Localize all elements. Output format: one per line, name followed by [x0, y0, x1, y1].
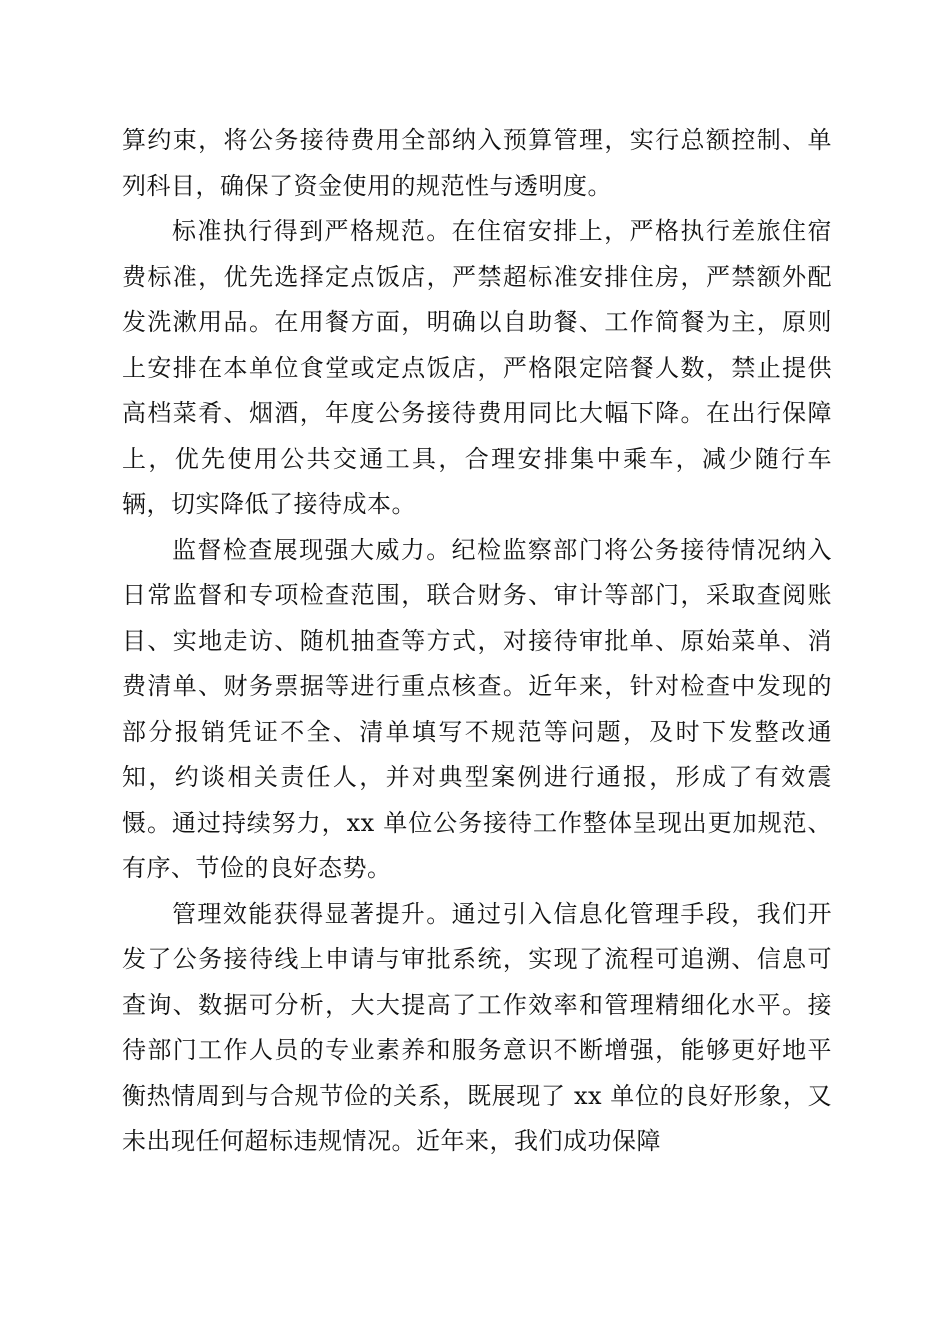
paragraph-standard-execution: 标准执行得到严格规范。在住宿安排上，严格执行差旅住宿费标准，优先选择定点饭店，严禁超标准安排住房，严禁额外配发洗漱用品。在用餐方面，明确以自助餐、工作简餐为主，原则上安排在本单位食堂或定点饭店，严格限定陪餐人数，禁止提供高档菜肴、烟酒，年度公务接待费用同比大幅下降。在出行保障上，优先使用公共交通工具，合理安排集中乘车，减少随行车辆，切实降低了接待成本。 [122, 217, 832, 518]
paragraph-supervision-inspection: 监督检查展现强大威力。纪检监察部门将公务接待情况纳入日常监督和专项检查范围，联合财务、审计等部门，采取查阅账目、实地走访、随机抽查等方式，对接待审批单、原始菜单、消费清单、财务票据等进行重点核查。近年来，针对检查中发现的部分报销凭证不全、清单填写不规范等问题，及时下发整改通知，约谈相关责任人，并对典型案例进行通报，形成了有效震慑。通过持续努力，xx 单位公务接待工作整体呈现出更加规范、有序、节俭的良好态势。 [122, 535, 832, 882]
paragraph-management-efficiency: 管理效能获得显著提升。通过引入信息化管理手段，我们开发了公务接待线上申请与审批系统，实现了流程可追溯、信息可查询、数据可分析，大大提高了工作效率和管理精细化水平。接待部门工作人员的专业素养和服务意识不断增强，能够更好地平衡热情周到与合规节俭的关系，既展现了 xx 单位的良好形象，又未出现任何超标违规情况。近年来，我们成功保障 [122, 899, 832, 1155]
document-body [122, 118, 832, 1165]
paragraph-budget-constraint: 算约束，将公务接待费用全部纳入预算管理，实行总额控制、单列科目，确保了资金使用的规范性与透明度。 [122, 126, 832, 200]
